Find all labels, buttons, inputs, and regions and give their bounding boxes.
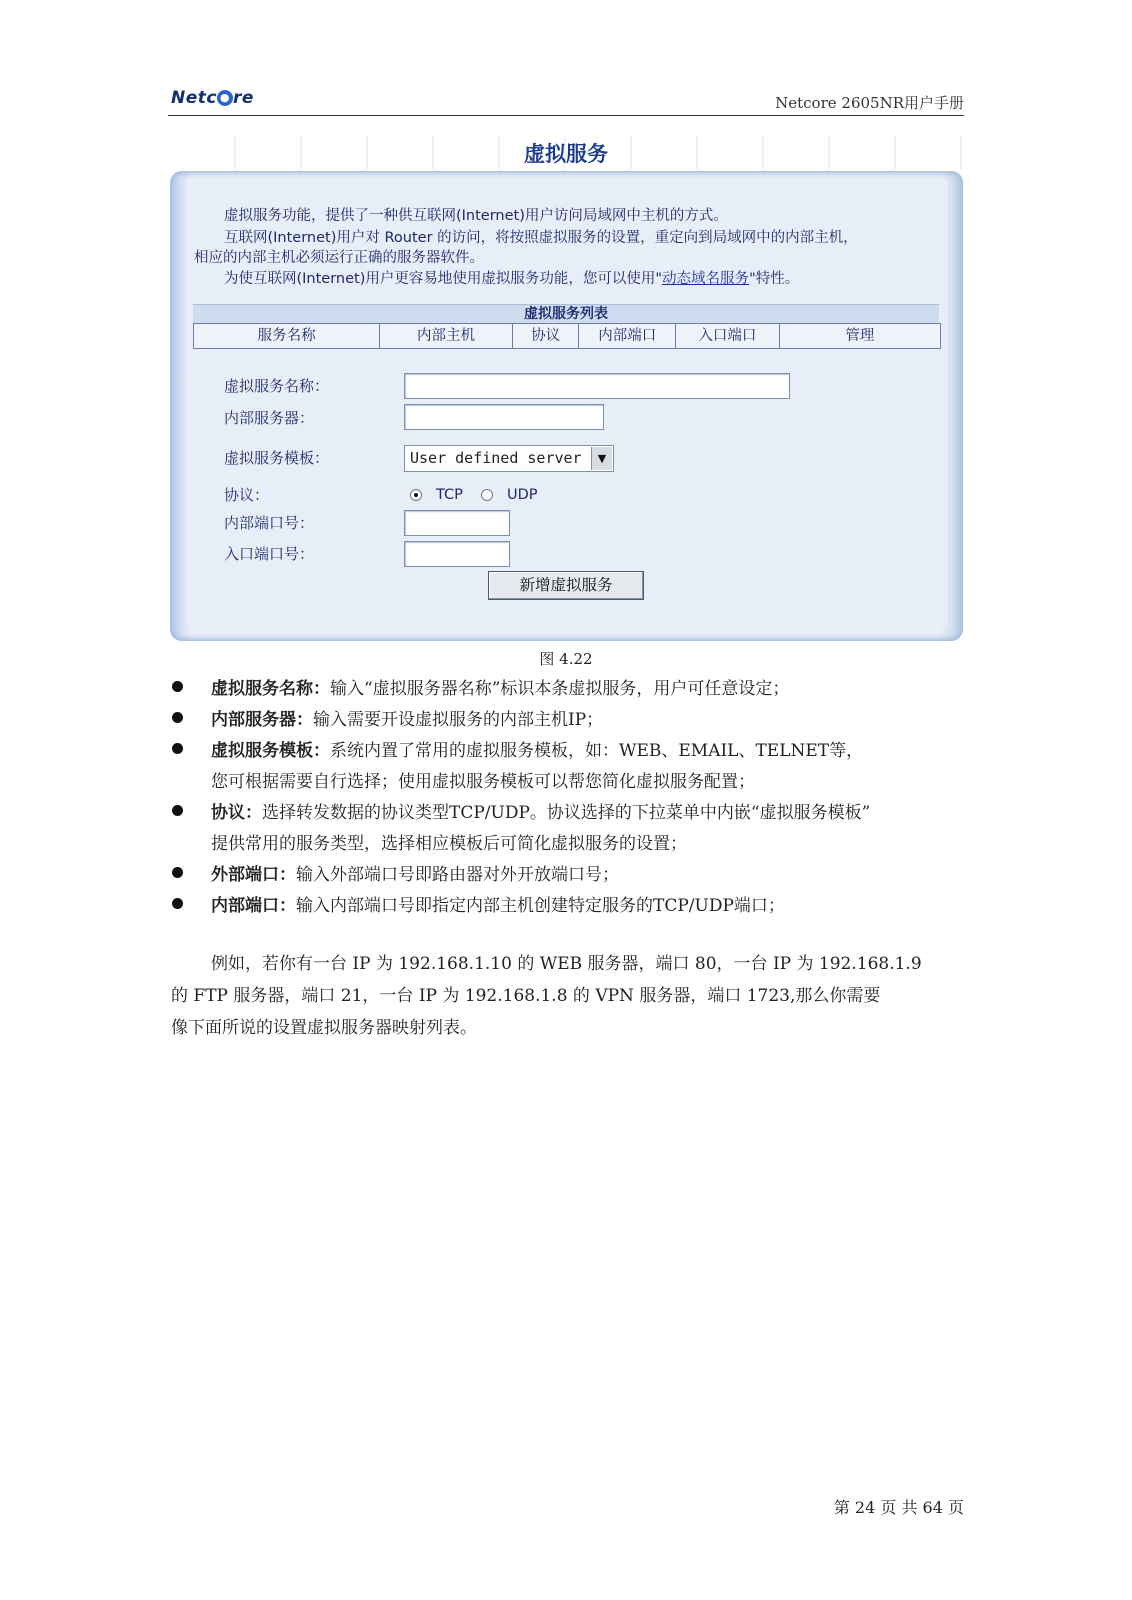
- bullet-term: 内部端口：: [211, 896, 296, 916]
- column-entry-port: 入口端口: [676, 324, 780, 348]
- bullet-item-protocol: [211, 798, 870, 823]
- bullet-text: 输入“虚拟服务器名称”标识本条虚拟服务，用户可任意设定；: [330, 679, 790, 699]
- panel-title: 虚拟服务: [524, 142, 608, 166]
- ddns-suffix: "特性。: [749, 271, 800, 287]
- bullet-item-internal-server: [211, 705, 603, 730]
- bullet-continuation: 提供常用的服务类型，选择相应模板后可简化虚拟服务的设置；: [211, 834, 687, 854]
- page-number: 第 24 页 共 64 页: [833, 1498, 964, 1517]
- column-internal-port: 内部端口: [579, 324, 676, 348]
- bullet-item-internal-port: [211, 891, 785, 916]
- entry-port-label: 入口端口号：: [224, 545, 315, 563]
- dropdown-arrow-icon[interactable]: ▼: [591, 447, 612, 470]
- tcp-radio-label[interactable]: TCP: [436, 487, 463, 503]
- bullet-text: 选择转发数据的协议类型TCP/UDP。协议选择的下拉菜单中内嵌“虚拟服务模板”: [262, 803, 871, 823]
- bullet-dot: [172, 898, 183, 909]
- bullet-dot: [172, 681, 183, 692]
- internal-port-input[interactable]: [404, 510, 510, 536]
- bullet-dot: [172, 712, 183, 723]
- description-line-2: 互联网(Internet)用户对 Router 的访问，将按照虚拟服务的设置，重定向到局域网中的内部主机，: [224, 230, 858, 246]
- bullet-item-service-name: [211, 674, 789, 699]
- bullet-term: 虚拟服务名称：: [211, 679, 330, 699]
- internal-server-label: 内部服务器：: [224, 409, 315, 427]
- logo-globe-icon: ●: [217, 90, 233, 106]
- udp-radio-label[interactable]: UDP: [507, 487, 538, 503]
- service-name-input[interactable]: [404, 373, 790, 399]
- entry-port-input[interactable]: [404, 541, 510, 567]
- figure-caption: 图 4.22: [539, 650, 593, 668]
- add-virtual-service-button[interactable]: 新增虚拟服务: [488, 571, 644, 600]
- service-list-title: 虚拟服务列表: [193, 304, 939, 323]
- example-line-1: 例如，若你有一台 IP 为 192.168.1.10 的 WEB 服务器，端口 80，一台 IP 为 192.168.1.9: [211, 954, 922, 974]
- service-list-header: [193, 323, 941, 349]
- column-service-name: 服务名称: [194, 324, 380, 348]
- internal-server-input[interactable]: [404, 404, 604, 430]
- service-template-label: 虚拟服务模板：: [224, 449, 330, 467]
- bullet-item-service-template: [211, 736, 863, 761]
- bullet-term: 内部服务器：: [211, 710, 313, 730]
- description-line-3: 相应的内部主机必须运行正确的服务器软件。: [194, 250, 484, 266]
- bullet-dot: [172, 867, 183, 878]
- bullet-text: 系统内置了常用的虚拟服务模板，如：WEB、EMAIL、TELNET等，: [330, 741, 864, 761]
- manual-title: Netcore 2605NR用户手册: [775, 94, 964, 112]
- example-line-2: 的 FTP 服务器，端口 21，一台 IP 为 192.168.1.8 的 VPN 服务器，端口 1723,那么你需要: [171, 986, 881, 1006]
- internal-port-label: 内部端口号：: [224, 514, 315, 532]
- ddns-line: [224, 267, 799, 288]
- tcp-radio[interactable]: [410, 489, 422, 501]
- bullet-text: 输入内部端口号即指定内部主机创建特定服务的TCP/UDP端口；: [296, 896, 785, 916]
- bullet-continuation: 您可根据需要自行选择；使用虚拟服务模板可以帮您简化虚拟服务配置；: [211, 772, 755, 792]
- header-divider: [168, 115, 964, 116]
- udp-radio[interactable]: [481, 489, 493, 501]
- template-selected-value: User defined server: [410, 449, 582, 467]
- bullet-term: 外部端口：: [211, 865, 296, 885]
- bullet-text: 输入外部端口号即路由器对外开放端口号；: [296, 865, 619, 885]
- ddns-prefix: 为使互联网(Internet)用户更容易地使用虚拟服务功能，您可以使用": [224, 271, 663, 287]
- column-internal-host: 内部主机: [380, 324, 512, 348]
- protocol-label: 协议：: [224, 486, 270, 504]
- service-name-label: 虚拟服务名称：: [224, 377, 330, 395]
- bullet-item-external-port: [211, 860, 619, 885]
- bullet-dot: [172, 743, 183, 754]
- service-template-select[interactable]: [404, 445, 614, 472]
- column-manage: 管理: [845, 328, 875, 344]
- bullet-term: 协议：: [211, 803, 262, 823]
- ddns-link[interactable]: 动态域名服务: [662, 271, 750, 287]
- description-line-1: 虚拟服务功能，提供了一种供互联网(Internet)用户访问局域网中主机的方式。: [224, 208, 728, 224]
- example-line-3: 像下面所说的设置虚拟服务器映射列表。: [171, 1018, 477, 1038]
- column-protocol: 协议: [513, 324, 580, 348]
- bullet-text: 输入需要开设虚拟服务的内部主机IP；: [313, 710, 604, 730]
- netcore-logo: Netc ● re: [171, 88, 254, 108]
- bullet-dot: [172, 805, 183, 816]
- bullet-term: 虚拟服务模板：: [211, 741, 330, 761]
